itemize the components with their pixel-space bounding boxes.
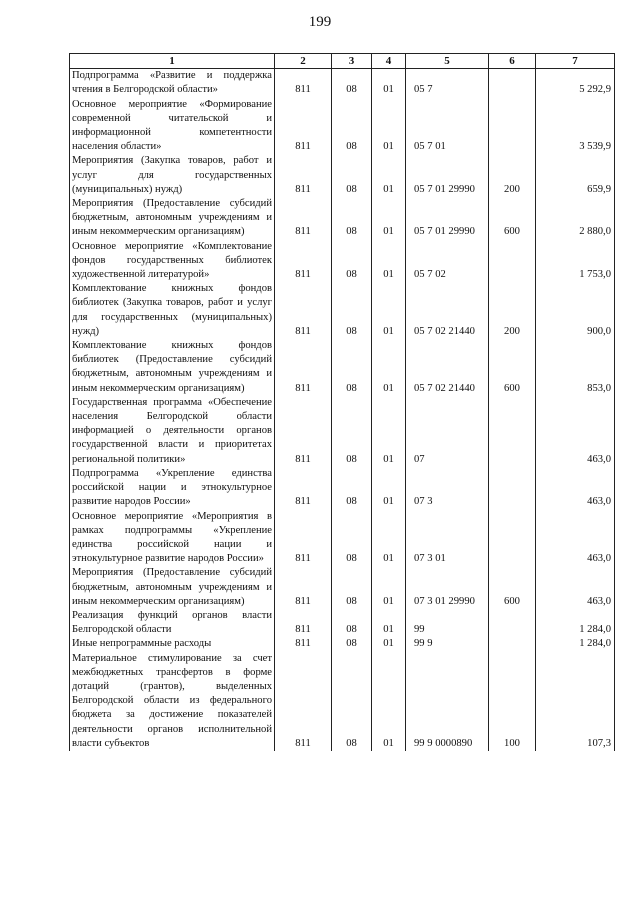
row-target-article: 05 7 02	[406, 240, 489, 283]
row-expense-kind: 600	[489, 339, 536, 396]
table-row	[70, 396, 615, 467]
row-name: Мероприятия (Закупка товаров, работ и услуг для государственных (муниципальных) нужд)	[70, 154, 275, 197]
row-section: 08	[332, 510, 372, 567]
row-expense-kind: 600	[489, 197, 536, 240]
row-section: 08	[332, 566, 372, 609]
row-name: Мероприятия (Предоставление субсидий бюджетным, автономным учреждениям и иным некоммерческим организациям)	[70, 566, 275, 609]
row-expense-kind	[489, 609, 536, 637]
row-admin-code: 811	[275, 197, 332, 240]
row-admin-code: 811	[275, 240, 332, 283]
row-subsection: 01	[372, 566, 406, 609]
row-subsection: 01	[372, 467, 406, 510]
table-row	[70, 282, 615, 339]
row-amount: 2 880,0	[536, 197, 615, 240]
table-row	[70, 197, 615, 240]
table-header-row	[70, 54, 615, 69]
column-header-5: 5	[406, 54, 489, 69]
table-row	[70, 510, 615, 567]
row-amount: 5 292,9	[536, 69, 615, 98]
row-subsection: 01	[372, 609, 406, 637]
row-target-article: 05 7 01 29990	[406, 197, 489, 240]
row-name: Комплектование книжных фондов библиотек (Предоставление субсидий бюджетным, автономным учреждениям и иным некоммерческим организациям)	[70, 339, 275, 396]
table-body	[70, 69, 615, 751]
row-expense-kind	[489, 98, 536, 155]
table-row	[70, 609, 615, 637]
row-subsection: 01	[372, 69, 406, 98]
row-target-article: 05 7 01 29990	[406, 154, 489, 197]
row-amount: 1 284,0	[536, 637, 615, 651]
row-section: 08	[332, 154, 372, 197]
row-expense-kind: 200	[489, 154, 536, 197]
budget-table	[69, 53, 615, 751]
row-admin-code: 811	[275, 467, 332, 510]
row-amount: 900,0	[536, 282, 615, 339]
row-admin-code: 811	[275, 652, 332, 751]
row-expense-kind	[489, 240, 536, 283]
row-amount: 463,0	[536, 510, 615, 567]
column-header-2: 2	[275, 54, 332, 69]
row-section: 08	[332, 197, 372, 240]
row-admin-code: 811	[275, 637, 332, 651]
row-target-article: 99 9	[406, 637, 489, 651]
row-target-article: 99 9 0000890	[406, 652, 489, 751]
row-section: 08	[332, 652, 372, 751]
row-amount: 1 753,0	[536, 240, 615, 283]
row-section: 08	[332, 282, 372, 339]
column-header-3: 3	[332, 54, 372, 69]
row-admin-code: 811	[275, 396, 332, 467]
row-expense-kind: 600	[489, 566, 536, 609]
row-name: Реализация функций органов власти Белгородской области	[70, 609, 275, 637]
row-subsection: 01	[372, 510, 406, 567]
row-amount: 3 539,9	[536, 98, 615, 155]
row-target-article: 05 7 02 21440	[406, 339, 489, 396]
row-target-article: 07	[406, 396, 489, 467]
page-number: 199	[308, 14, 332, 30]
row-subsection: 01	[372, 282, 406, 339]
row-subsection: 01	[372, 652, 406, 751]
column-header-7: 7	[536, 54, 615, 69]
table-row	[70, 566, 615, 609]
row-section: 08	[332, 240, 372, 283]
row-admin-code: 811	[275, 566, 332, 609]
table-row	[70, 652, 615, 751]
row-subsection: 01	[372, 197, 406, 240]
row-subsection: 01	[372, 240, 406, 283]
row-section: 08	[332, 69, 372, 98]
row-name: Основное мероприятие «Формирование современной читательской и информационной компетентности населения области»	[70, 98, 275, 155]
row-name: Основное мероприятие «Мероприятия в рамках подпрограммы «Укрепление единства российской нации и этнокультурное развитие народов России»	[70, 510, 275, 567]
table-row	[70, 98, 615, 155]
table-row	[70, 467, 615, 510]
row-name: Государственная программа «Обеспечение населения Белгородской области информацией о деятельности органов государственной власти и приоритетах региональной политики»	[70, 396, 275, 467]
row-target-article: 05 7 01	[406, 98, 489, 155]
row-expense-kind	[489, 396, 536, 467]
row-amount: 659,9	[536, 154, 615, 197]
row-subsection: 01	[372, 339, 406, 396]
row-amount: 853,0	[536, 339, 615, 396]
row-subsection: 01	[372, 154, 406, 197]
row-name: Комплектование книжных фондов библиотек (Закупка товаров, работ и услуг для государственных (муниципальных) нужд)	[70, 282, 275, 339]
row-target-article: 05 7	[406, 69, 489, 98]
row-subsection: 01	[372, 98, 406, 155]
row-expense-kind: 100	[489, 652, 536, 751]
row-target-article: 07 3 01 29990	[406, 566, 489, 609]
row-name: Мероприятия (Предоставление субсидий бюджетным, автономным учреждениям и иным некоммерческим организациям)	[70, 197, 275, 240]
row-expense-kind: 200	[489, 282, 536, 339]
row-amount: 107,3	[536, 652, 615, 751]
row-target-article: 07 3	[406, 467, 489, 510]
column-header-6: 6	[489, 54, 536, 69]
row-subsection: 01	[372, 396, 406, 467]
row-name: Подпрограмма «Укрепление единства российской нации и этнокультурное развитие народов России»	[70, 467, 275, 510]
table-row	[70, 339, 615, 396]
row-section: 08	[332, 467, 372, 510]
table-row	[70, 240, 615, 283]
row-subsection: 01	[372, 637, 406, 651]
row-amount: 1 284,0	[536, 609, 615, 637]
table-row	[70, 154, 615, 197]
row-admin-code: 811	[275, 282, 332, 339]
row-target-article: 05 7 02 21440	[406, 282, 489, 339]
table-row	[70, 637, 615, 651]
row-amount: 463,0	[536, 467, 615, 510]
row-expense-kind	[489, 69, 536, 98]
row-expense-kind	[489, 637, 536, 651]
row-expense-kind	[489, 467, 536, 510]
row-name: Иные непрограммные расходы	[70, 637, 275, 651]
row-target-article: 99	[406, 609, 489, 637]
row-name: Подпрограмма «Развитие и поддержка чтения в Белгородской области»	[70, 69, 275, 98]
column-header-1: 1	[70, 54, 275, 69]
row-name: Материальное стимулирование за счет межбюджетных трансфертов в форме дотаций (грантов), выделенных Белгородской области из федерального бюджета за достижение показателей деятельности органов исполнительной власти субъектов	[70, 652, 275, 751]
row-admin-code: 811	[275, 69, 332, 98]
row-section: 08	[332, 637, 372, 651]
row-admin-code: 811	[275, 339, 332, 396]
row-expense-kind	[489, 510, 536, 567]
row-name: Основное мероприятие «Комплектование фондов государственных библиотек художественной литературой»	[70, 240, 275, 283]
row-section: 08	[332, 609, 372, 637]
row-section: 08	[332, 339, 372, 396]
row-amount: 463,0	[536, 566, 615, 609]
row-admin-code: 811	[275, 510, 332, 567]
row-amount: 463,0	[536, 396, 615, 467]
row-admin-code: 811	[275, 609, 332, 637]
column-header-4: 4	[372, 54, 406, 69]
row-admin-code: 811	[275, 154, 332, 197]
row-admin-code: 811	[275, 98, 332, 155]
table-row	[70, 69, 615, 98]
row-target-article: 07 3 01	[406, 510, 489, 567]
row-section: 08	[332, 396, 372, 467]
row-section: 08	[332, 98, 372, 155]
